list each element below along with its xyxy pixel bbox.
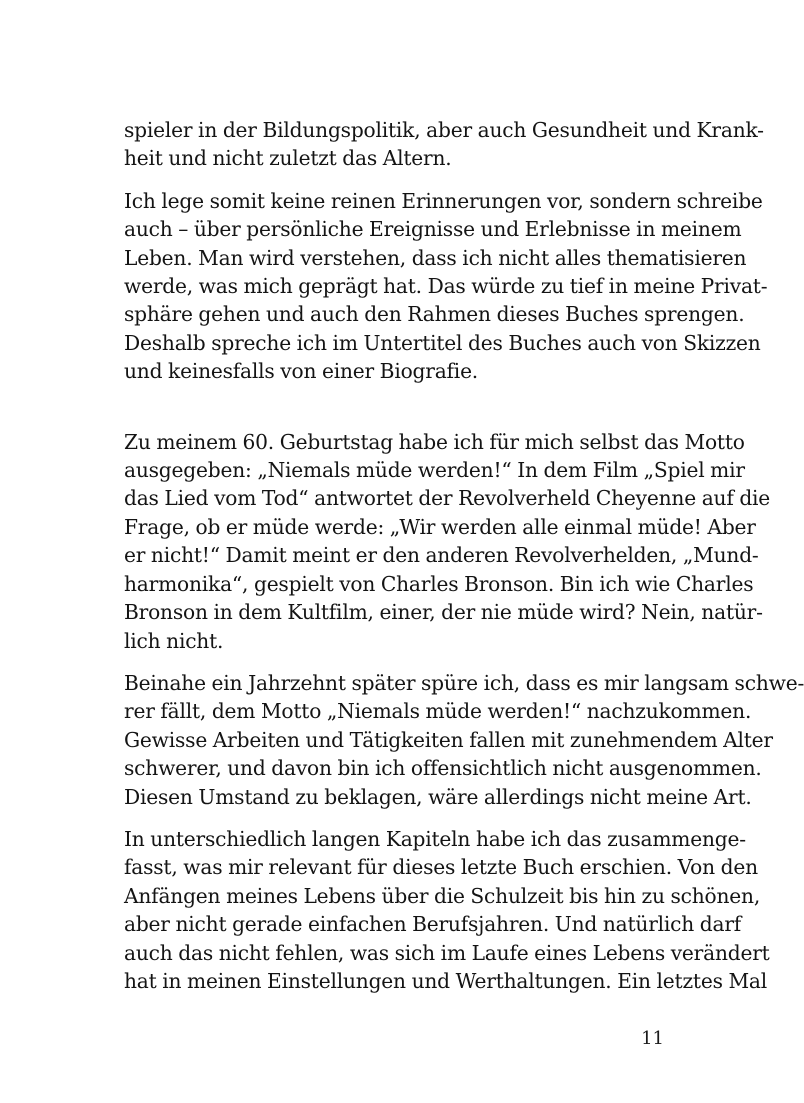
text-line: Ich lege somit keine reinen Erinnerungen vor, sondern schreibe [124,188,763,213]
text-line: fasst, was mir relevant für dieses letzte Buch erschien. Von den [124,855,758,880]
text-line: Bronson in dem Kultfilm, einer, der nie müde wird? Nein, natür- [124,600,763,625]
text-line: Diesen Umstand zu beklagen, wäre allerdings nicht meine Art. [124,784,752,809]
paragraph-4 [124,669,804,811]
text-line: Deshalb spreche ich im Untertitel des Buches auch von Skizzen [124,330,761,355]
text-line: und keinesfalls von einer Biografie. [124,359,479,384]
text-line: schwerer, und davon bin ich offensichtlich nicht ausgenommen. [124,756,762,781]
text-line: hat in meinen Einstellungen und Werthaltungen. Ein letztes Mal [124,968,768,993]
text-line: Beinahe ein Jahrzehnt später spüre ich, dass es mir langsam schwe- [124,670,804,695]
text-line: Gewisse Arbeiten und Tätigkeiten fallen mit zunehmendem Alter [124,727,773,752]
paragraph-5 [124,825,770,995]
text-line: harmonika“, gespielt von Charles Bronson. Bin ich wie Charles [124,571,754,596]
text-line: Zu meinem 60. Geburtstag habe ich für mich selbst das Motto [124,429,745,454]
text-line: auch – über persönliche Ereignisse und Erlebnisse in meinem [124,217,742,242]
paragraph-1 [124,116,764,173]
text-line: das Lied vom Tod“ antwortet der Revolverheld Cheyenne auf die [124,486,771,511]
text-line: werde, was mich geprägt hat. Das würde zu tief in meine Privat- [124,274,768,299]
page-number: 11 [641,1028,664,1049]
text-line: ausgegeben: „Niemals müde werden!“ In dem Film „Spiel mir [124,458,745,483]
text-line: aber nicht gerade einfachen Berufsjahren. Und natürlich darf [124,912,742,937]
text-line: In unterschiedlich langen Kapiteln habe ich das zusammenge- [124,826,746,851]
paragraph-3 [124,428,771,655]
text-line: rer fällt, dem Motto „Niemals müde werden!“ nachzukommen. [124,699,752,724]
paragraph-2 [124,187,768,386]
text-line: auch das nicht fehlen, was sich im Laufe eines Lebens verändert [124,940,770,965]
text-line: lich nicht. [124,628,224,653]
text-line: spieler in der Bildungspolitik, aber auch Gesundheit und Krank- [124,118,764,142]
text-line: er nicht!“ Damit meint er den anderen Revolverhelden, „Mund- [124,543,759,568]
text-line: heit und nicht zuletzt das Altern. [124,146,452,171]
text-line: sphäre gehen und auch den Rahmen dieses Buches sprengen. [124,302,745,327]
text-line: Leben. Man wird verstehen, dass ich nicht alles thematisieren [124,245,747,270]
text-line: Frage, ob er müde werde: „Wir werden alle einmal müde! Aber [124,514,756,539]
text-line: Anfängen meines Lebens über die Schulzeit bis hin zu schönen, [124,883,761,908]
body-text [124,116,804,995]
